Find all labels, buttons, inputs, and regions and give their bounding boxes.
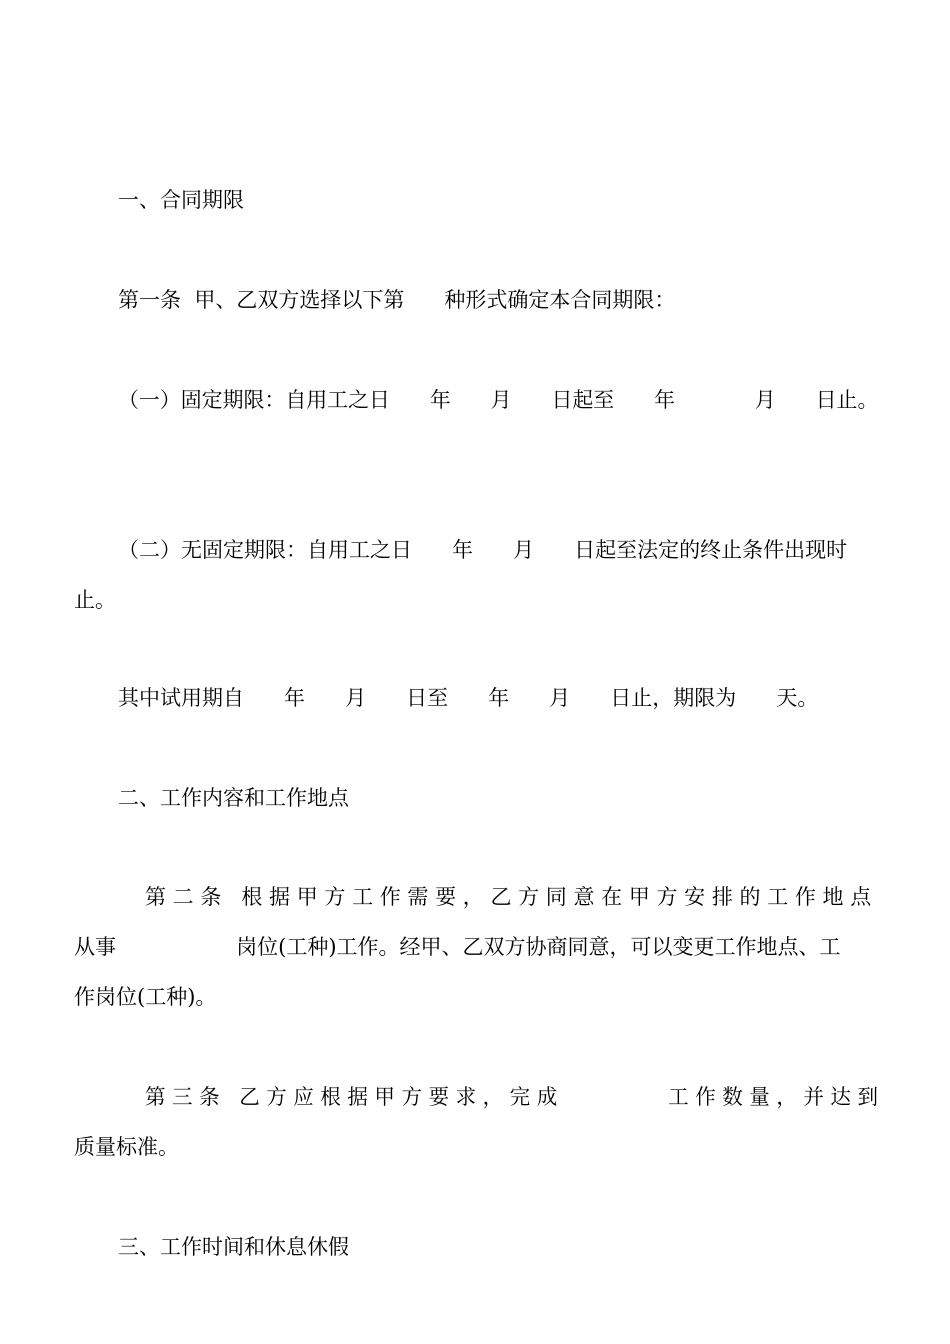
article-2-line-1: 第 二 条 根 据 甲 方 工 作 需 要 ， 乙 方 同 意 在 甲 方 安 排 的 工 作 地 点 bbox=[145, 885, 872, 909]
open-term-clause-line-2: 止。 bbox=[74, 588, 116, 612]
probation-clause: 其中试用期自 年 月 日至 年 月 日止，期限为 天。 bbox=[118, 686, 819, 710]
open-term-clause-line-1: （二）无固定期限：自用工之日 年 月 日起至法定的终止条件出现时 bbox=[118, 538, 848, 562]
article-3-line-2: 质量标准。 bbox=[74, 1135, 179, 1159]
fixed-term-clause: （一）固定期限：自用工之日 年 月 日起至 年 月 日止。 bbox=[118, 388, 879, 412]
section-heading-hours: 三、工作时间和休息休假 bbox=[118, 1235, 349, 1259]
section-heading-term: 一、合同期限 bbox=[118, 188, 244, 212]
article-3-line-1: 第 三 条 乙 方 应 根 据 甲 方 要 求 ， 完 成 工 作 数 量 ， 并 达 到 bbox=[145, 1085, 879, 1109]
article-2-line-2: 从事 岗位(工种)工作。经甲、乙双方协商同意，可以变更工作地点、工 bbox=[74, 935, 841, 959]
section-heading-work: 二、工作内容和工作地点 bbox=[118, 786, 349, 810]
article-1: 第一条 甲、乙双方选择以下第 种形式确定本合同期限： bbox=[118, 288, 676, 312]
article-2-line-3: 作岗位(工种)。 bbox=[74, 985, 217, 1009]
